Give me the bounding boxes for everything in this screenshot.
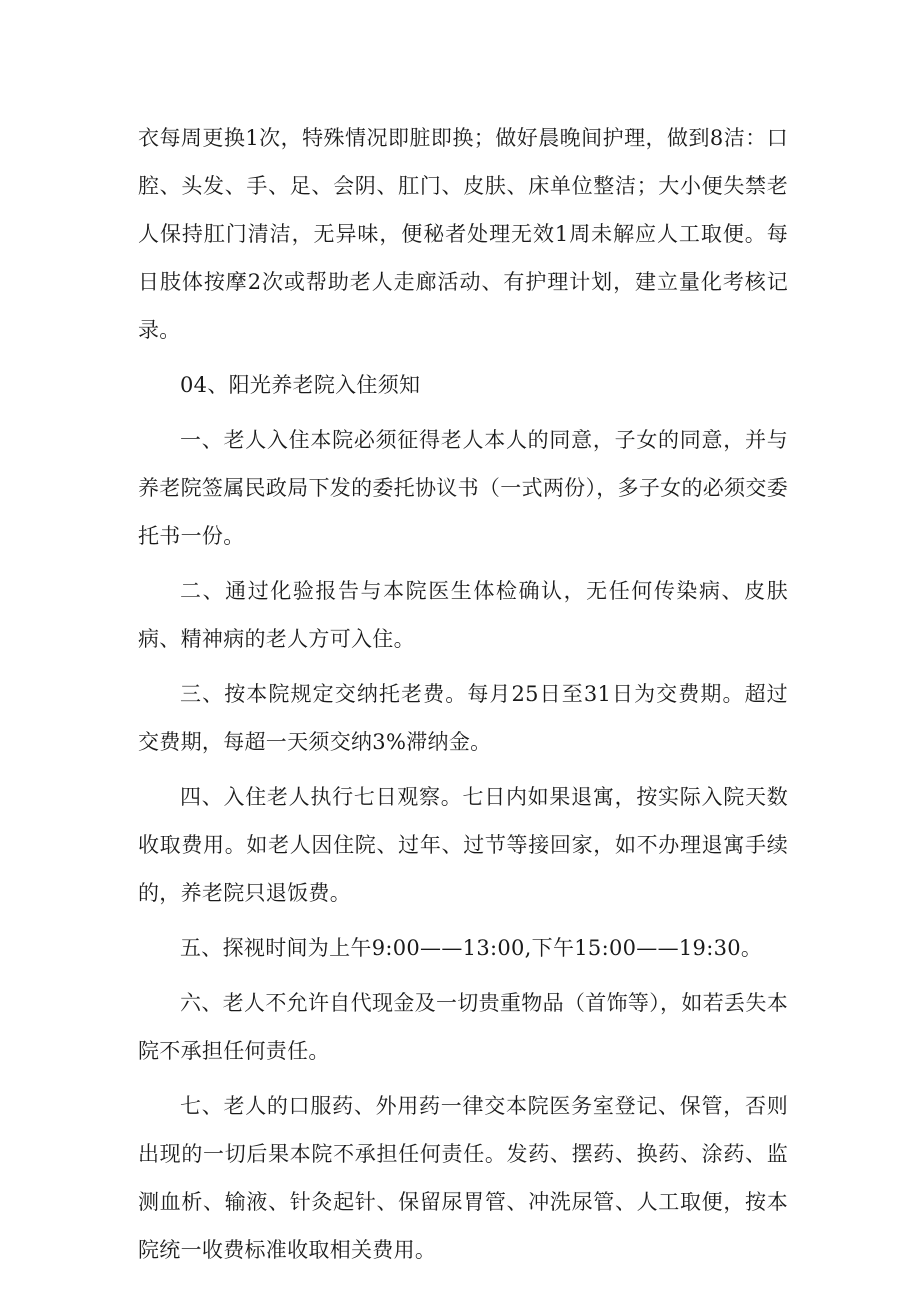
rule-item-2: 二、通过化验报告与本院医生体检确认，无任何传染病、皮肤病、精神病的老人方可入住。 — [138, 579, 788, 651]
paragraph-continuation: 衣每周更换1次，特殊情况即脏即换；做好晨晚间护理，做到8洁：口腔、头发、手、足、会阴、肛门、皮肤、床单位整洁；大小便失禁老人保持肛门清洁，无异味，便秘者处理无效1周未解应人工取便。每日肢体按摩2次或帮助老人走廊活动、有护理计划，建立量化考核记录。 — [138, 126, 788, 342]
rule-item-6: 六、老人不允许自代现金及一切贵重物品（首饰等），如若丢失本院不承担任何责任。 — [138, 991, 788, 1063]
document-body — [138, 114, 788, 1281]
section-heading: 04、阳光养老院入住须知 — [180, 373, 421, 397]
rule-item-3: 三、按本院规定交纳托老费。每月25日至31日为交费期。超过交费期，每超一天须交纳3%滞纳金。 — [138, 682, 788, 754]
rule-item-1: 一、老人入住本院必须征得老人本人的同意，子女的同意，并与养老院签属民政局下发的委托协议书（一式两份），多子女的必须交委托书一份。 — [138, 428, 788, 548]
rule-item-7: 七、老人的口服药、外用药一律交本院医务室登记、保管，否则出现的一切后果本院不承担任何责任。发药、摆药、换药、涂药、监测血析、输液、针灸起针、保留尿胃管、冲洗尿管、人工取便，按本院统一收费标准收取相关费用。 — [138, 1094, 788, 1262]
rule-item-5: 五、探视时间为上午9:00——13:00,下午15:00——19:30。 — [180, 936, 763, 960]
rule-item-4: 四、入住老人执行七日观察。七日内如果退寓，按实际入院天数收取费用。如老人因住院、过年、过节等接回家，如不办理退寓手续的，养老院只退饭费。 — [138, 785, 788, 905]
